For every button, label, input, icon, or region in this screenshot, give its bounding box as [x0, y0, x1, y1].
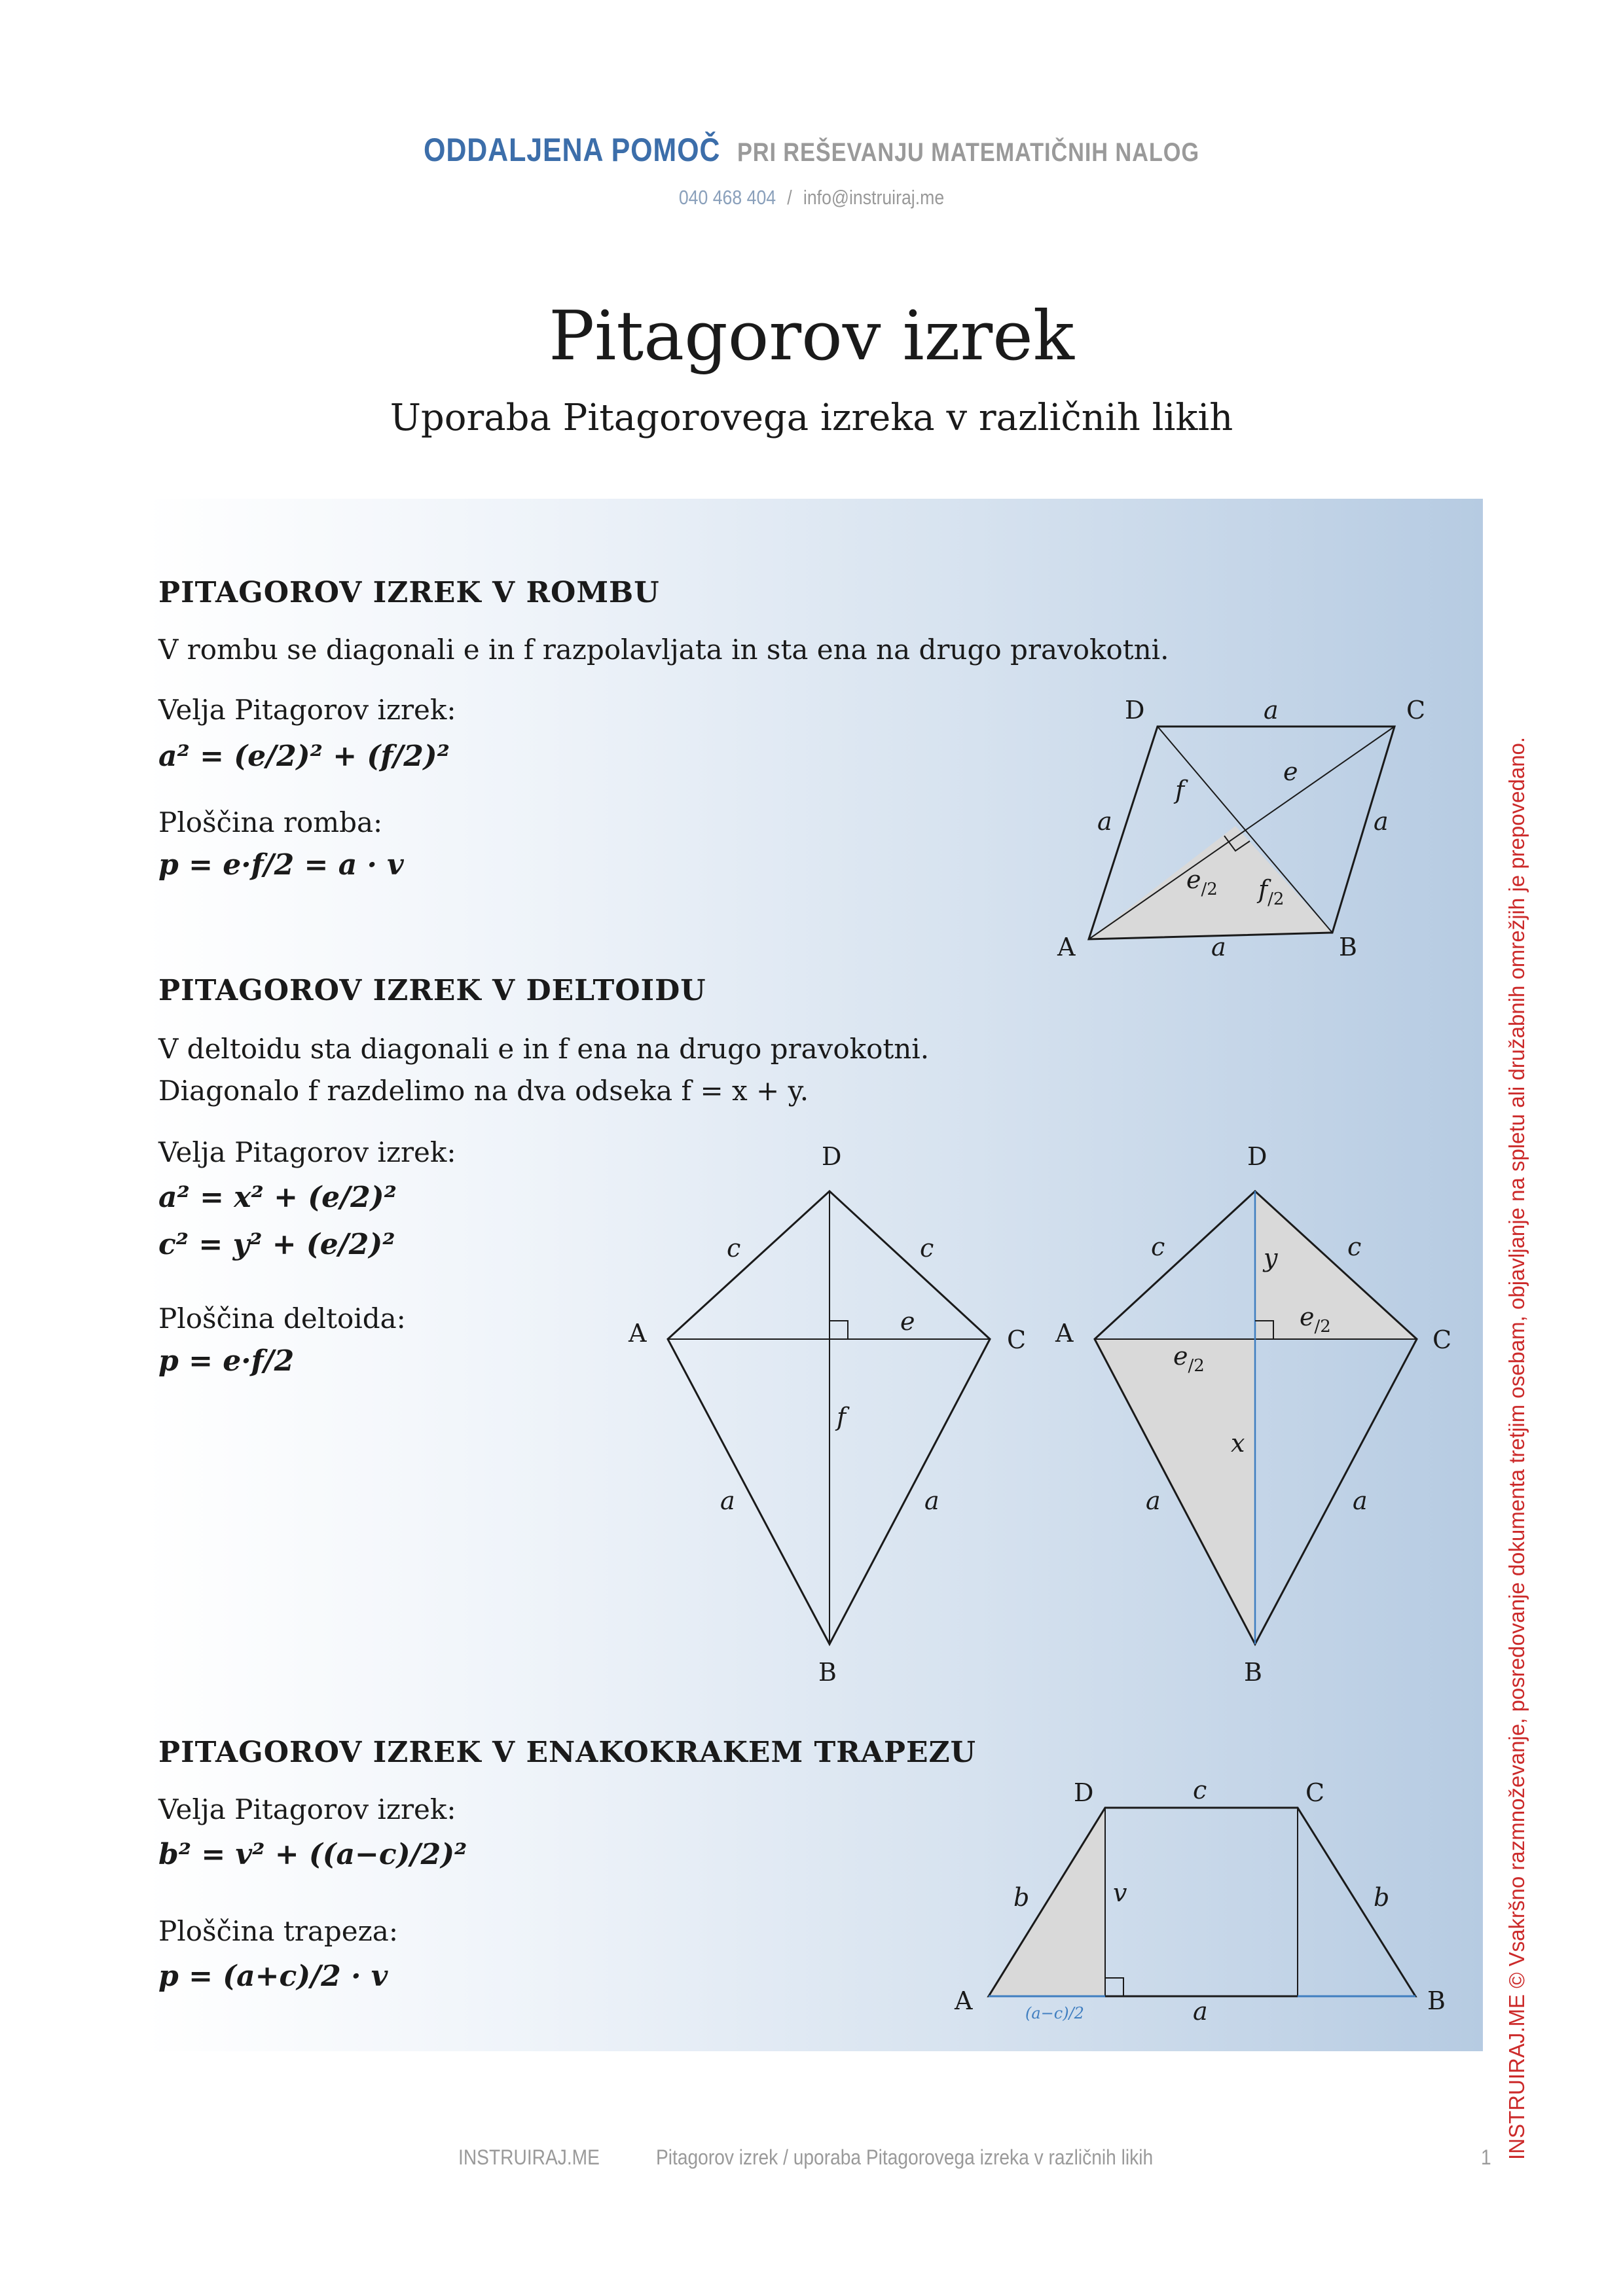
deltoid-right-label-y: y [1264, 1244, 1278, 1272]
deltoid-right-label-c1: c [1151, 1232, 1165, 1261]
header-tagline: PRI REŠEVANJU MATEMATIČNIH NALOG [737, 138, 1199, 167]
deltoid-heading: PITAGOROV IZREK V DELTOIDU [158, 974, 706, 1007]
deltoid-area-formula: p = e·f/2 [158, 1344, 295, 1378]
deltoid-right-label-a2: a [1353, 1486, 1368, 1515]
copyright-sidebar: INSTRUIRAJ.ME © Vsakršno razmnoževanje, posredovanje dokumenta tretjim osebam, objavljanje na spletu ali družabnih omrežjih je prepovedano. [1504, 736, 1529, 2160]
deltoid-theorem-label: Velja Pitagorov izrek: [158, 1136, 456, 1168]
deltoid-right-label-e-half-top: $e_{/2}$ [1300, 1302, 1331, 1336]
romb-area-label: Ploščina romba: [158, 806, 383, 838]
romb-label-e-half: $e_{/2}$ [1186, 865, 1218, 899]
page-subtitle: Uporaba Pitagorovega izreka v različnih likih [390, 397, 1233, 439]
romb-label-a-top: a [1264, 696, 1279, 725]
trapez-label-a: a [1193, 1997, 1208, 2026]
romb-label-a-right: a [1374, 807, 1389, 836]
deltoid-right-label-c2: c [1347, 1232, 1362, 1261]
romb-label-a-bottom: a [1211, 933, 1226, 961]
romb-vertex-b: B [1339, 933, 1357, 961]
deltoid-left-vertex-c: C [1007, 1325, 1027, 1354]
trapez-heading: PITAGOROV IZREK V ENAKOKRAKEM TRAPEZU [158, 1736, 977, 1769]
trapez-area-label: Ploščina trapeza: [158, 1915, 398, 1947]
trapez-label-segment: (a−c)/2 [1025, 2004, 1084, 2022]
deltoid-right-label-e-half-left: $e_{/2}$ [1173, 1342, 1205, 1376]
header-email[interactable]: info@instruiraj.me [803, 186, 945, 209]
deltoid-area-label: Ploščina deltoida: [158, 1302, 406, 1335]
footer-page: 1 [1481, 2145, 1491, 2169]
deltoid-right-vertex-c: C [1432, 1325, 1452, 1354]
romb-area-formula: p = e·f/2 = a · v [158, 848, 404, 882]
header-brand: ODDALJENA POMOČ [424, 132, 721, 168]
romb-vertex-a: A [1057, 933, 1076, 961]
romb-theorem-label: Velja Pitagorov izrek: [158, 694, 456, 726]
romb-label-f-half: $f_{/2}$ [1258, 875, 1285, 909]
deltoid-intro-1: V deltoidu sta diagonali e in f ena na drugo pravokotni. [158, 1033, 930, 1065]
deltoid-right-vertex-b: B [1244, 1658, 1262, 1687]
page-title: Pitagorov izrek [549, 296, 1074, 376]
trapez-label-b-right: b [1374, 1883, 1390, 1912]
trapez-right-angle [1105, 1978, 1123, 1996]
deltoid-left-label-a1: a [720, 1486, 735, 1515]
trapez-area-formula: p = (a+c)/2 · v [158, 1960, 388, 1993]
deltoid-formula-1: a² = x² + (e/2)² [158, 1181, 397, 1214]
deltoid-left-label-c2: c [920, 1234, 934, 1263]
deltoid-left-vertex-b: B [818, 1658, 837, 1687]
romb-vertex-d: D [1125, 696, 1145, 725]
trapez-vertex-b: B [1427, 1986, 1446, 2015]
footer-site[interactable]: INSTRUIRAJ.ME [458, 2145, 600, 2169]
deltoid-left-label-c1: c [727, 1234, 741, 1263]
romb-label-e: e [1283, 757, 1298, 786]
romb-label-f: f [1175, 776, 1185, 804]
romb-formula: a² = (e/2)² + (f/2)² [158, 740, 450, 773]
trapez-label-v: v [1113, 1878, 1127, 1907]
deltoid-intro-2: Diagonalo f razdelimo na dva odseka f = x + y. [158, 1075, 809, 1107]
romb-vertex-c: C [1406, 696, 1426, 725]
deltoid-left-vertex-a: A [629, 1319, 647, 1348]
deltoid-right-vertex-d: D [1247, 1142, 1267, 1171]
romb-intro: V rombu se diagonali e in f razpolavljata in sta ena na drugo pravokotni. [158, 634, 1169, 666]
trapez-theorem-label: Velja Pitagorov izrek: [158, 1793, 456, 1825]
deltoid-right-label-a1: a [1146, 1486, 1161, 1515]
trapez-label-b-left: b [1013, 1883, 1030, 1912]
deltoid-right-label-x: x [1231, 1429, 1245, 1458]
deltoid-left-vertex-d: D [822, 1142, 842, 1171]
trapez-vertex-d: D [1074, 1778, 1094, 1807]
romb-heading: PITAGOROV IZREK V ROMBU [158, 576, 660, 609]
deltoid-left-label-f: f [837, 1403, 847, 1431]
deltoid-left-label-e: e [900, 1307, 915, 1336]
deltoid-right-vertex-a: A [1055, 1319, 1074, 1348]
trapez-formula: b² = v² + ((a−c)/2)² [158, 1838, 467, 1871]
trapez-vertex-c: C [1305, 1778, 1325, 1807]
header-separator: / [787, 186, 792, 209]
footer-doc: Pitagorov izrek / uporaba Pitagorovega izreka v različnih likih [656, 2145, 1154, 2169]
deltoid-left-label-a2: a [924, 1486, 939, 1515]
header-phone[interactable]: 040 468 404 [678, 186, 776, 209]
trapez-label-c: c [1193, 1776, 1207, 1804]
trapez-vertex-a: A [955, 1986, 973, 2015]
deltoid-formula-2: c² = y² + (e/2)² [158, 1228, 395, 1261]
romb-label-a-left: a [1097, 807, 1112, 836]
